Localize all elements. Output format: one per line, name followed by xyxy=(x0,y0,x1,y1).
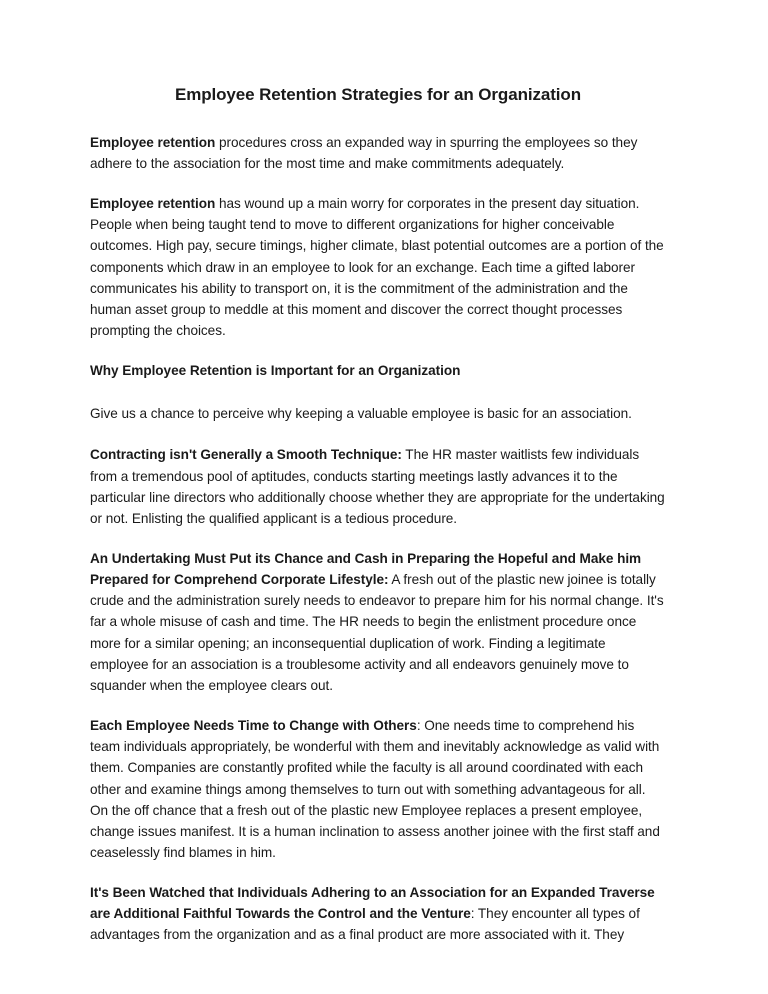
section-heading-importance xyxy=(90,360,666,381)
paragraph-lead-in: An Undertaking Must Put its Chance and Cash in Preparing the Hopeful and Make him Prepared for Comprehend Corporate Lifestyle: xyxy=(90,550,642,587)
paragraph-body: A fresh out of the plastic new joinee is totally crude and the administration surely needs to endeavor to prepare him for his normal change. It's far a whole misuse of cash and time. The HR needs to begin the enlistment procedure once more for a similar opening; an inconsequential duplication of work. Finding a legitimate employee for an association is a troublesome activity and all endeavors genuinely move to squander when the employee clears out. xyxy=(90,571,664,694)
paragraph-point-1 xyxy=(90,444,666,529)
paragraph-intro-2 xyxy=(90,193,666,342)
paragraph-lead-in: Each Employee Needs Time to Change with Others xyxy=(90,717,417,733)
page-title: Employee Retention Strategies for an Organization xyxy=(174,85,581,104)
paragraph-body: : One needs time to comprehend his team individuals appropriately, be wonderful with them and inevitably acknowledge as valid with them. Companies are constantly profited while the faculty is all around coordinated with each other and examine things among themselves to turn out with something advantageous for all. On the off chance that a fresh out of the plastic new Employee replaces a present employee, change issues manifest. It is a human inclination to assess another joinee with the first staff and ceaselessly find blames in him. xyxy=(90,717,660,861)
paragraph-body: The HR master waitlists few individuals from a tremendous pool of aptitudes, conducts starting meetings lastly advances it to the particular line directors who additionally choose whether they are appropriate for the undertaking or not. Enlisting the qualified applicant is a tedious procedure. xyxy=(90,447,665,527)
paragraph-lead-in-sentence xyxy=(90,403,666,424)
paragraph-lead-in: It's Been Watched that Individuals Adhering to an Association for an Expanded Traverse are Additional Faithful Towards the Control and the Venture xyxy=(90,884,655,921)
paragraph-lead-in: Contracting isn't Generally a Smooth Technique: xyxy=(90,447,402,463)
document-content xyxy=(90,84,666,946)
paragraph-body: has wound up a main worry for corporates in the present day situation. People when being taught tend to move to different organizations for higher conceivable outcomes. High pay, secure timings, higher climate, blast potential outcomes are a portion of the components which draw in an employee to look for an exchange. Each time a gifted laborer communicates his ability to transport on, it is the commitment of the administration and the human asset group to meddle at this moment and discover the correct thought processes prompting the choices. xyxy=(90,195,664,339)
paragraph-body: : They encounter all types of advantages from the organization and as a final product are more associated with it. They xyxy=(90,906,640,943)
paragraph-body: procedures cross an expanded way in spurring the employees so they adhere to the association for the most time and make commitments adequately. xyxy=(90,135,638,172)
paragraph-point-3 xyxy=(90,715,666,864)
paragraph-point-4 xyxy=(90,882,666,946)
paragraph-lead-in: Employee retention xyxy=(90,135,216,151)
paragraph-body: Give us a chance to perceive why keeping a valuable employee is basic for an association. xyxy=(90,406,632,422)
paragraph-point-2 xyxy=(90,548,666,697)
paragraph-lead-in: Employee retention xyxy=(90,195,216,211)
section-heading-label: Why Employee Retention is Important for an Organization xyxy=(90,362,461,378)
paragraph-intro-1 xyxy=(90,132,666,175)
